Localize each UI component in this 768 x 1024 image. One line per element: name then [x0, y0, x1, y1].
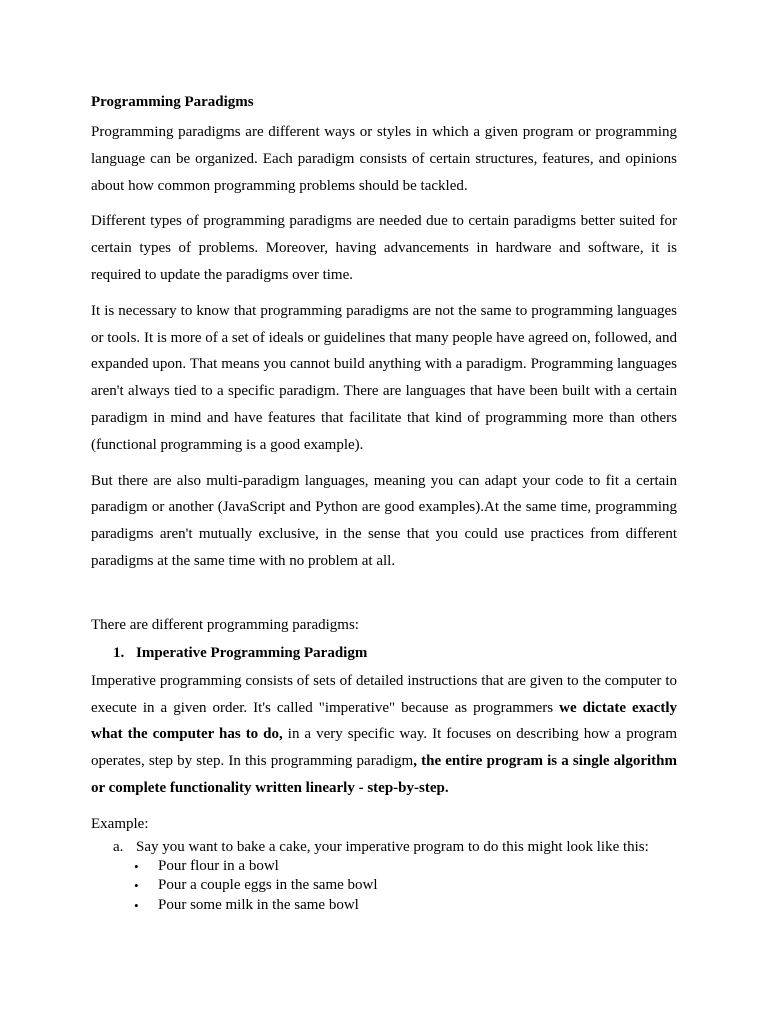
bullet-icon: •: [134, 878, 139, 894]
imperative-bold-2: , the entire program is a single algorithm or complete functionality written linearly - step-by-step.: [91, 753, 678, 796]
list-number: 1.: [113, 644, 125, 661]
list-item: [134, 876, 677, 896]
bullet-text: Pour a couple eggs in the same bowl: [158, 877, 378, 894]
bullet-icon: •: [134, 897, 139, 913]
lettered-item: [91, 837, 677, 857]
numbered-heading-imperative: [91, 640, 677, 666]
imperative-text-1: Imperative programming consists of sets of detailed instructions that are given to the computer to execute in a given order. It's called "imperative" because as programmers: [91, 672, 677, 716]
list-item: [134, 896, 677, 916]
document-page: [91, 91, 677, 915]
paragraph-not-languages: It is necessary to know that programming paradigms are not the same to programming languages or tools. It is more of a set of ideals or guidelines that many people have agreed on, followed, and expanded upon. That means you cannot build anything with a paradigm. Programming languages aren't always tied to a specific paradigm. There are languages that have been built with a certain paradigm in mind and have features that facilitate that kind of programming more than others (functional programming is a good example).: [91, 302, 677, 453]
paragraph-need: Different types of programming paradigms are needed due to certain paradigms better suited for certain types of problems. Moreover, having advancements in hardware and software, it is required to update the paradigms over time.: [91, 213, 677, 283]
section-heading: Imperative Programming Paradigm: [136, 644, 368, 661]
imperative-bold-1: we dictate exactly what the computer has to do,: [91, 699, 677, 743]
bullet-icon: •: [134, 858, 139, 874]
lettered-item-text: Say you want to bake a cake, your imperative program to do this might look like this:: [136, 838, 649, 855]
bullet-text: Pour flour in a bowl: [158, 857, 279, 874]
paragraph-multi-paradigm: But there are also multi-paradigm languages, meaning you can adapt your code to fit a certain paradigm or another (JavaScript and Python are good examples).At the same time, programming paradigms aren't mutually exclusive, in the sense that you could use practices from different paradigms at the same time with no problem at all.: [91, 472, 677, 569]
bullet-text: Pour some milk in the same bowl: [158, 896, 359, 913]
list-letter: a.: [113, 838, 124, 855]
bullet-list: [91, 857, 677, 916]
paragraph-imperative: [91, 668, 677, 802]
example-label: Example:: [91, 815, 149, 832]
paragraph-definition: Programming paradigms are different ways or styles in which a given program or programming language can be organized. Each paradigm consists of certain structures, features, and opinions about how common programming problems should be tackled.: [91, 124, 677, 194]
imperative-text-2: in a very specific way. It focuses on describing how a program operates, step by step. In this programming paradigm: [91, 726, 678, 770]
document-title: Programming Paradigms: [91, 94, 254, 110]
list-item: [134, 857, 677, 877]
blank-line: [91, 584, 677, 612]
paradigms-intro: There are different programming paradigms:: [91, 616, 359, 633]
